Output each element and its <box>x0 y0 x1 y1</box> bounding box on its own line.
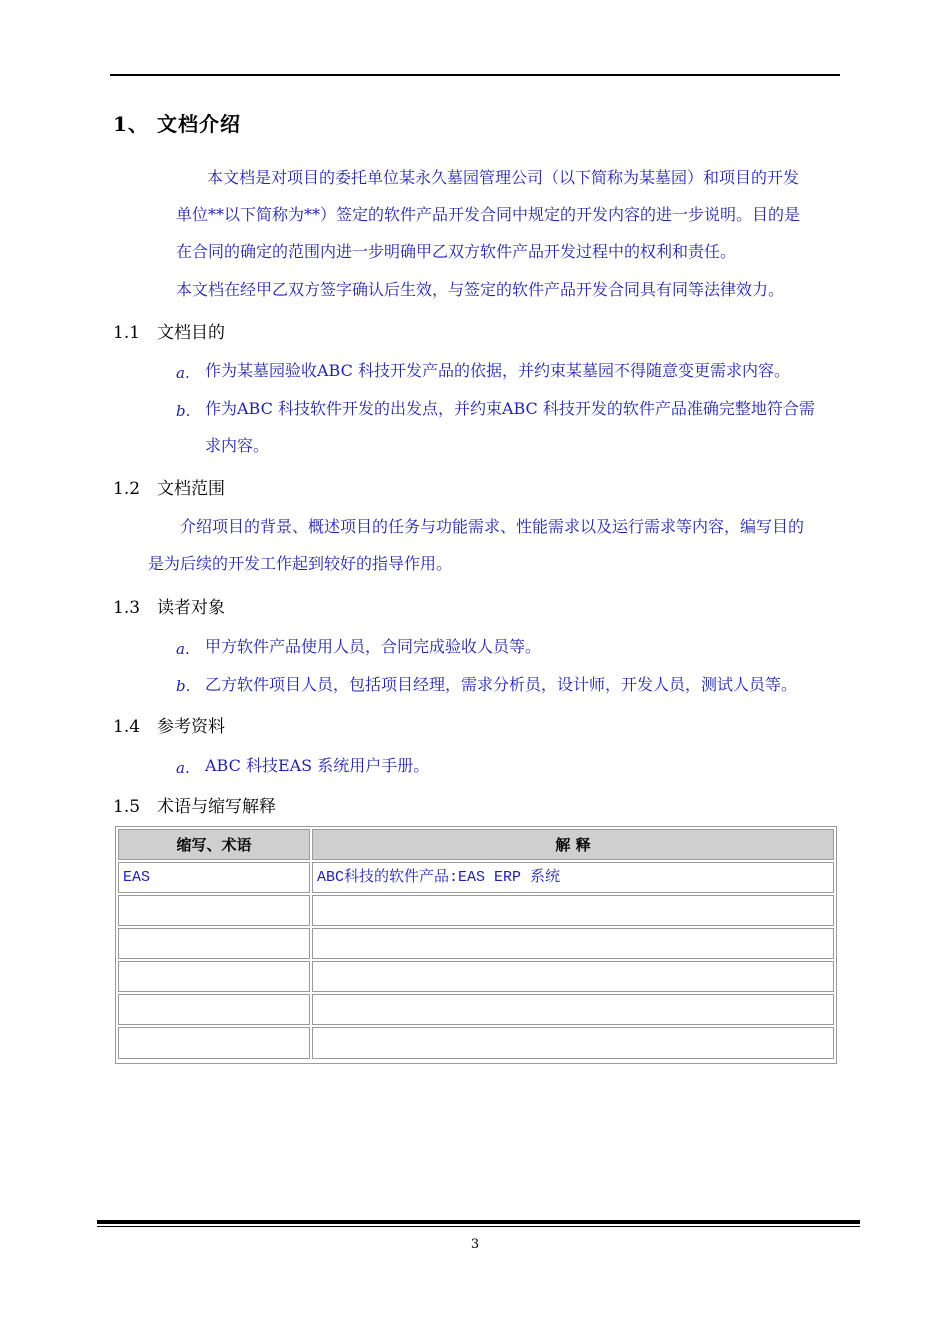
list-marker: a. <box>176 640 190 658</box>
footer-rule-thin <box>97 1226 860 1227</box>
table-cell-term <box>118 994 310 1025</box>
subsection-number: 1.2 <box>113 479 141 499</box>
list-item-text: 作为某墓园验收ABC 科技开发产品的依据，并约束某墓园不得随意变更需求内容。 <box>205 361 790 380</box>
subsection-number: 1.1 <box>113 323 141 343</box>
subsection-title: 文档目的 <box>157 323 225 343</box>
footer-rule-thick <box>97 1220 860 1224</box>
subsection-1-1-heading <box>113 318 225 343</box>
intro-line-2: 单位**以下简称为**）签定的软件产品开发合同中规定的开发内容的进一步说明。目的是 <box>176 205 801 224</box>
table-cell-term <box>118 961 310 992</box>
list-marker: b. <box>176 402 191 420</box>
list-item-text: ABC 科技EAS 系统用户手册。 <box>205 756 430 775</box>
subsection-number: 1.4 <box>113 717 141 737</box>
page-number: 3 <box>470 1237 480 1252</box>
list-marker: a. <box>176 759 190 777</box>
list-item-text: 甲方软件产品使用人员，合同完成验收人员等。 <box>205 637 542 656</box>
subsection-number: 1.5 <box>113 797 141 817</box>
subsection-1-2-heading <box>113 474 225 499</box>
list-item-text: 作为ABC 科技软件开发的出发点，并约束ABC 科技开发的软件产品准确完整地符合需 <box>205 399 815 418</box>
subsection-title: 文档范围 <box>157 479 225 499</box>
list-marker: b. <box>176 677 191 695</box>
subsection-title: 术语与缩写解释 <box>157 797 276 817</box>
subsection-1-4-heading <box>113 712 225 737</box>
intro-effect-line: 本文档在经甲乙双方签字确认后生效，与签定的软件产品开发合同具有同等法律效力。 <box>176 280 785 299</box>
table-cell-explanation <box>312 928 834 959</box>
section-number: 1、 <box>113 112 149 136</box>
subsection-title: 读者对象 <box>157 598 225 618</box>
table-header-term: 缩写、术语 <box>118 829 310 860</box>
table-header-explanation: 解 释 <box>312 829 834 860</box>
table-cell-explanation <box>312 961 834 992</box>
section-heading <box>113 108 241 137</box>
intro-line-3: 在合同的确定的范围内进一步明确甲乙双方软件产品开发过程中的权利和责任。 <box>176 242 737 261</box>
table-cell-term <box>118 928 310 959</box>
table-cell-term <box>118 1027 310 1059</box>
glossary-table <box>115 826 837 1064</box>
section-title: 文档介绍 <box>157 112 241 136</box>
table-cell-explanation <box>312 1027 834 1059</box>
subsection-number: 1.3 <box>113 598 141 618</box>
list-marker: a. <box>176 364 190 382</box>
list-item-text: 乙方软件项目人员，包括项目经理，需求分析员，设计师，开发人员，测试人员等。 <box>205 675 798 694</box>
intro-line-1: 本文档是对项目的委托单位某永久墓园管理公司（以下简称为某墓园）和项目的开发 <box>207 168 800 187</box>
table-cell-explanation: ABC科技的软件产品:EAS ERP 系统 <box>312 862 834 893</box>
list-item-text-continued: 求内容。 <box>205 436 270 455</box>
table-cell-term: EAS <box>118 862 310 893</box>
subsection-title: 参考资料 <box>157 717 225 737</box>
table-cell-explanation <box>312 895 834 926</box>
scope-line-2: 是为后续的开发工作起到较好的指导作用。 <box>148 554 453 573</box>
table-cell-explanation <box>312 994 834 1025</box>
header-rule <box>110 74 840 76</box>
subsection-1-3-heading <box>113 593 225 618</box>
subsection-1-5-heading <box>113 792 276 817</box>
scope-line-1: 介绍项目的背景、概述项目的任务与功能需求、性能需求以及运行需求等内容，编写目的 <box>180 517 805 536</box>
table-cell-term <box>118 895 310 926</box>
